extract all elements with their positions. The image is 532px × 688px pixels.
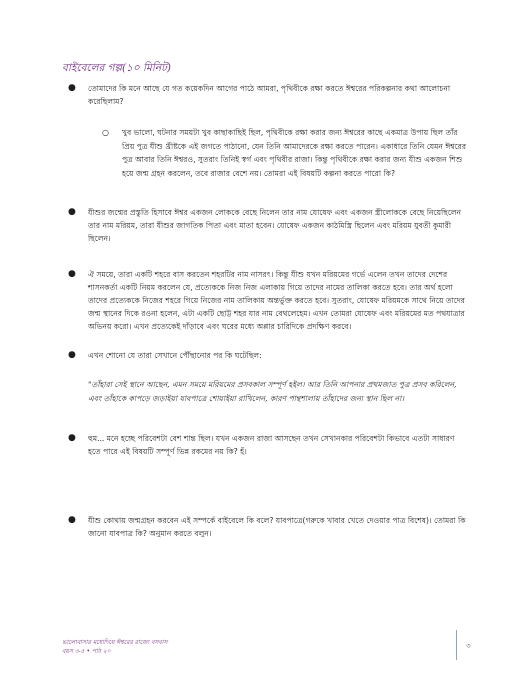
sub-list-item [102,126,467,180]
bullet-text: ঐ সময়ে, তারা একটি শহরে বাস করতেন শহরটির নাম নাসরৎ। কিন্তু যীশু যখন মরিয়মের গর্ভে এলেন তখন তাদের দেশের শাসনকর্তা একটি নিয়ম করলেন যে, প্রত্যেককে নিজ নিজ এলাকায় গিয়ে তাদের নামের তালিকা করতে হবে। তার অর্থ হলো তাদের প্রত্যেককে নিজের শহরে গিয়ে নিজের নাম তালিকায় অন্তর্ভুক্ত করতে হবে। সুতরাং, যোষেফ মরিয়মকে সাথে নিয়ে তাদের জন্ম স্থানের দিকে রওনা হলেন, এটা একটি ছোট্ট শহর যার নাম বেথলেহেম। এখন তোমরা যোষেফ এবং মরিয়মের মত পথযাত্রার অভিনয় করো। এখন প্রত্যেকেই দাঁড়াবে এবং ঘরের মধ্যে অপ্পার চারিদিকে প্রদক্ষিণ করবে। [88,270,465,331]
scripture-quote: "তাঁহারা সেই স্থানে আছেন, এমন সময়ে মরিয়মের প্রসবকাল সম্পূর্ণ হইল। আর তিনি আপনার প্রথমজাত পুত্র প্রসব করিলেন, এবং তাঁহাকে কাপড়ে জড়াইয়া যাবপাত্রে শোয়াইয়া রাখিলেন, কারণ পান্থশালায় তাঁহাদের জন্য স্থান ছিল না। [88,380,457,403]
sub-list-text: খুব ভালো, ঘটনার সময়টা খুব কাছাকাছিই ছিল, পৃথিবীকে রক্ষা করার জন্য ঈশ্বরের কাছে একমাত্র উপায় ছিল তাঁর প্রিয় পুত্র যীশু খ্রীষ্টকে এই জগতে পাঠানো, যেন তিনি আমাদেরকে রক্ষা করতে পারেন। একাধারে তিনি যেমন ঈশ্বরের পুত্র আবার তিনি ঈশ্বরও, সুতরাং তিনিই স্বর্গ এবং পৃথিবীর রাজা। কিন্তু পৃথিবীকে রক্ষা করার জন্য যীশু একজন শিশু হয়ে জন্ম গ্রহন করলেন, তবে রাজার বেশে নয়। তোমরা এই বিষয়টি কল্পনা করতে পারো কি? [122,128,467,178]
footer-divider [456,630,457,660]
section-title: বাইবেলের গল্প(১০ মিনিট) [62,62,171,74]
footer-lesson-info: বয়স ৩-৫ • পাঠ ২০ [62,648,111,655]
bullet-text: তোমাদের কি মনে আছে যে গত কয়েকদিন আগের পাঠে আমরা, পৃথিবীকে রক্ষা করতে ঈশ্বরের পরিকল্পনার কথা আলোচনা করেছিলাম? [88,84,451,106]
bullet-icon: ● [68,433,76,443]
bullet-item [68,514,466,540]
bullet-text: এখন শোনো যে তারা সেখানে পৌঁছানোর পর কি ঘটেছিল: [88,351,262,360]
bullet-item [68,206,466,245]
bullet-item [68,268,466,333]
bullet-text: যীশু কোথায় জন্মগ্রহন করবেন এই সম্পর্কে বাইবেলে কি বলে? যাবপাত্রে(গরুকে খাবার খেতে দেওয়ার পাত্র বিশেষ)। তোমরা কি জানো যাবপাত্র কি? অনুমান করতে বলুন। [88,516,466,538]
bullet-text: যীশুর জন্মের প্রস্তুতি হিসাবে ঈশ্বর একজন লোককে বেছে নিলেন তার নাম যোষেফ এবং একজন স্ত্রীলোককে বেছে নিয়েছিলেন তার নাম মরিয়ম, তারা যীশুর জাগতিক পিতা এবং মাতা হবেন। যোষেফ একজন কাঠমিস্ত্রি ছিলেন এবং মরিয়ম যুবতী কুমারী ছিলেন। [88,208,462,243]
footer-series-title: ভালোবাসার মধ্যেদিয়ে ঈশ্বরের রাজ্যে বসবাস [62,639,168,646]
hollow-bullet-icon: ○ [102,128,109,137]
bullet-icon: ● [68,350,76,360]
bullet-item [68,432,466,458]
footer [62,638,167,656]
bullet-icon: ● [68,83,76,93]
bullet-icon: ● [68,269,76,279]
bullet-item [68,349,466,362]
bullet-icon: ● [68,515,76,525]
page-number: ৩ [466,642,471,650]
bullet-icon: ● [68,207,76,217]
bullet-item [68,82,466,108]
bullet-text: হুম... মনে হচ্ছে পরিবেশটা বেশ শান্ত ছিল। যখন একজন রাজা আসছেন তখন সেখানকার পরিবেশটা কিভাবে এতটা সাধারণ হতে পারে এই বিষয়টি সম্পূর্ণ ভিন্ন রকমের নয় কি? হঁ। [88,434,455,456]
